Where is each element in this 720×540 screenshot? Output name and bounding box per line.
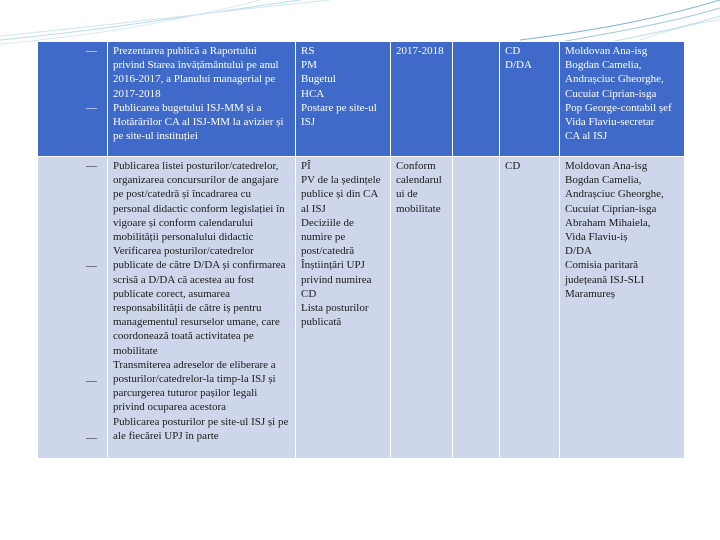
activity-text: Transmiterea adreselor de eliberare a posturilor/catedrelor-la timp-la ISJ și parcurgerea tuturor pașilor legali privind ocuparea acestora — [113, 358, 276, 414]
activity-text: Publicarea bugetului ISJ-MM și a Hotărârilor CA al ISJ-MM la avizier și pe site-ul instituției — [113, 101, 284, 143]
table-row — [38, 157, 685, 459]
documents-cell — [296, 157, 391, 459]
dash-bullet: — — [86, 375, 97, 387]
approval-text: CD D/DA — [505, 45, 532, 72]
documents-text: RS PM Bugetul HCA Postare pe site-ul ISJ — [301, 45, 377, 129]
responsible-cell — [560, 42, 685, 157]
empty-cell — [453, 42, 500, 157]
approval-text: CD — [505, 160, 521, 172]
activity-cell — [108, 42, 296, 157]
dash-bullet: — — [86, 432, 97, 444]
activity-text: Publicarea listei posturilor/catedrelor, organizarea concursurilor de angajare pe post/catedră și încadrarea cu personal didactic conform legislației în vigoare și conform calendarului mobilității personalului didactic — [113, 160, 285, 244]
approval-cell — [500, 157, 560, 459]
term-text: 2017-2018 — [396, 45, 444, 57]
dash-bullet: — — [86, 45, 97, 57]
dash-bullet: — — [86, 260, 97, 272]
bullet-cell — [38, 157, 108, 459]
term-cell — [391, 157, 453, 459]
documents-text: PÎ PV de la ședințele publice și din CA al ISJ Deciziile de numire pe post/catedră Înștiințări UPJ privind numirea CD Lista posturilor publicată — [301, 160, 381, 329]
activity-text: Prezentarea publică a Raportului privind Starea învățământului pe anul 2016-2017, a Planului managerial pe 2017-2018 — [113, 45, 279, 100]
term-cell — [391, 42, 453, 157]
responsible-text: Moldovan Ana-isg Bogdan Camelia, Andrașciuc Gheorghe, Cucuiat Ciprian-isga Abraham Mihaiela, Vida Flaviu-iș D/DA Comisia paritară județeană ISJ-SLI Maramureș — [565, 160, 664, 300]
table-row — [38, 42, 685, 157]
dash-bullet: — — [86, 160, 97, 172]
approval-cell — [500, 42, 560, 157]
activity-text: Verificarea posturilor/catedrelor publicate de către D/DA și confirmarea scrisă a D/DA că acestea au fost publicate corect, asumarea responsabilității de către iș pentru managementul resurselor umane, care coordonează toată activitatea pe mobilitate — [113, 245, 286, 357]
activity-cell — [108, 157, 296, 459]
bullet-cell — [38, 42, 108, 157]
empty-cell — [453, 157, 500, 459]
term-text: Conform calendarul ui de mobilitate — [396, 160, 442, 215]
documents-cell — [296, 42, 391, 157]
dash-bullet: — — [86, 102, 97, 114]
activity-text: Publicarea posturilor pe site-ul ISJ și pe ale fiecărei UPJ în parte — [113, 415, 289, 442]
responsible-cell — [560, 157, 685, 459]
responsible-text: Moldovan Ana-isg Bogdan Camelia, Andrașciuc Gheorghe, Cucuiat Ciprian-isga Pop George-contabil șef Vida Flaviu-secretar CA al ISJ — [565, 45, 672, 143]
activities-table — [37, 41, 685, 459]
